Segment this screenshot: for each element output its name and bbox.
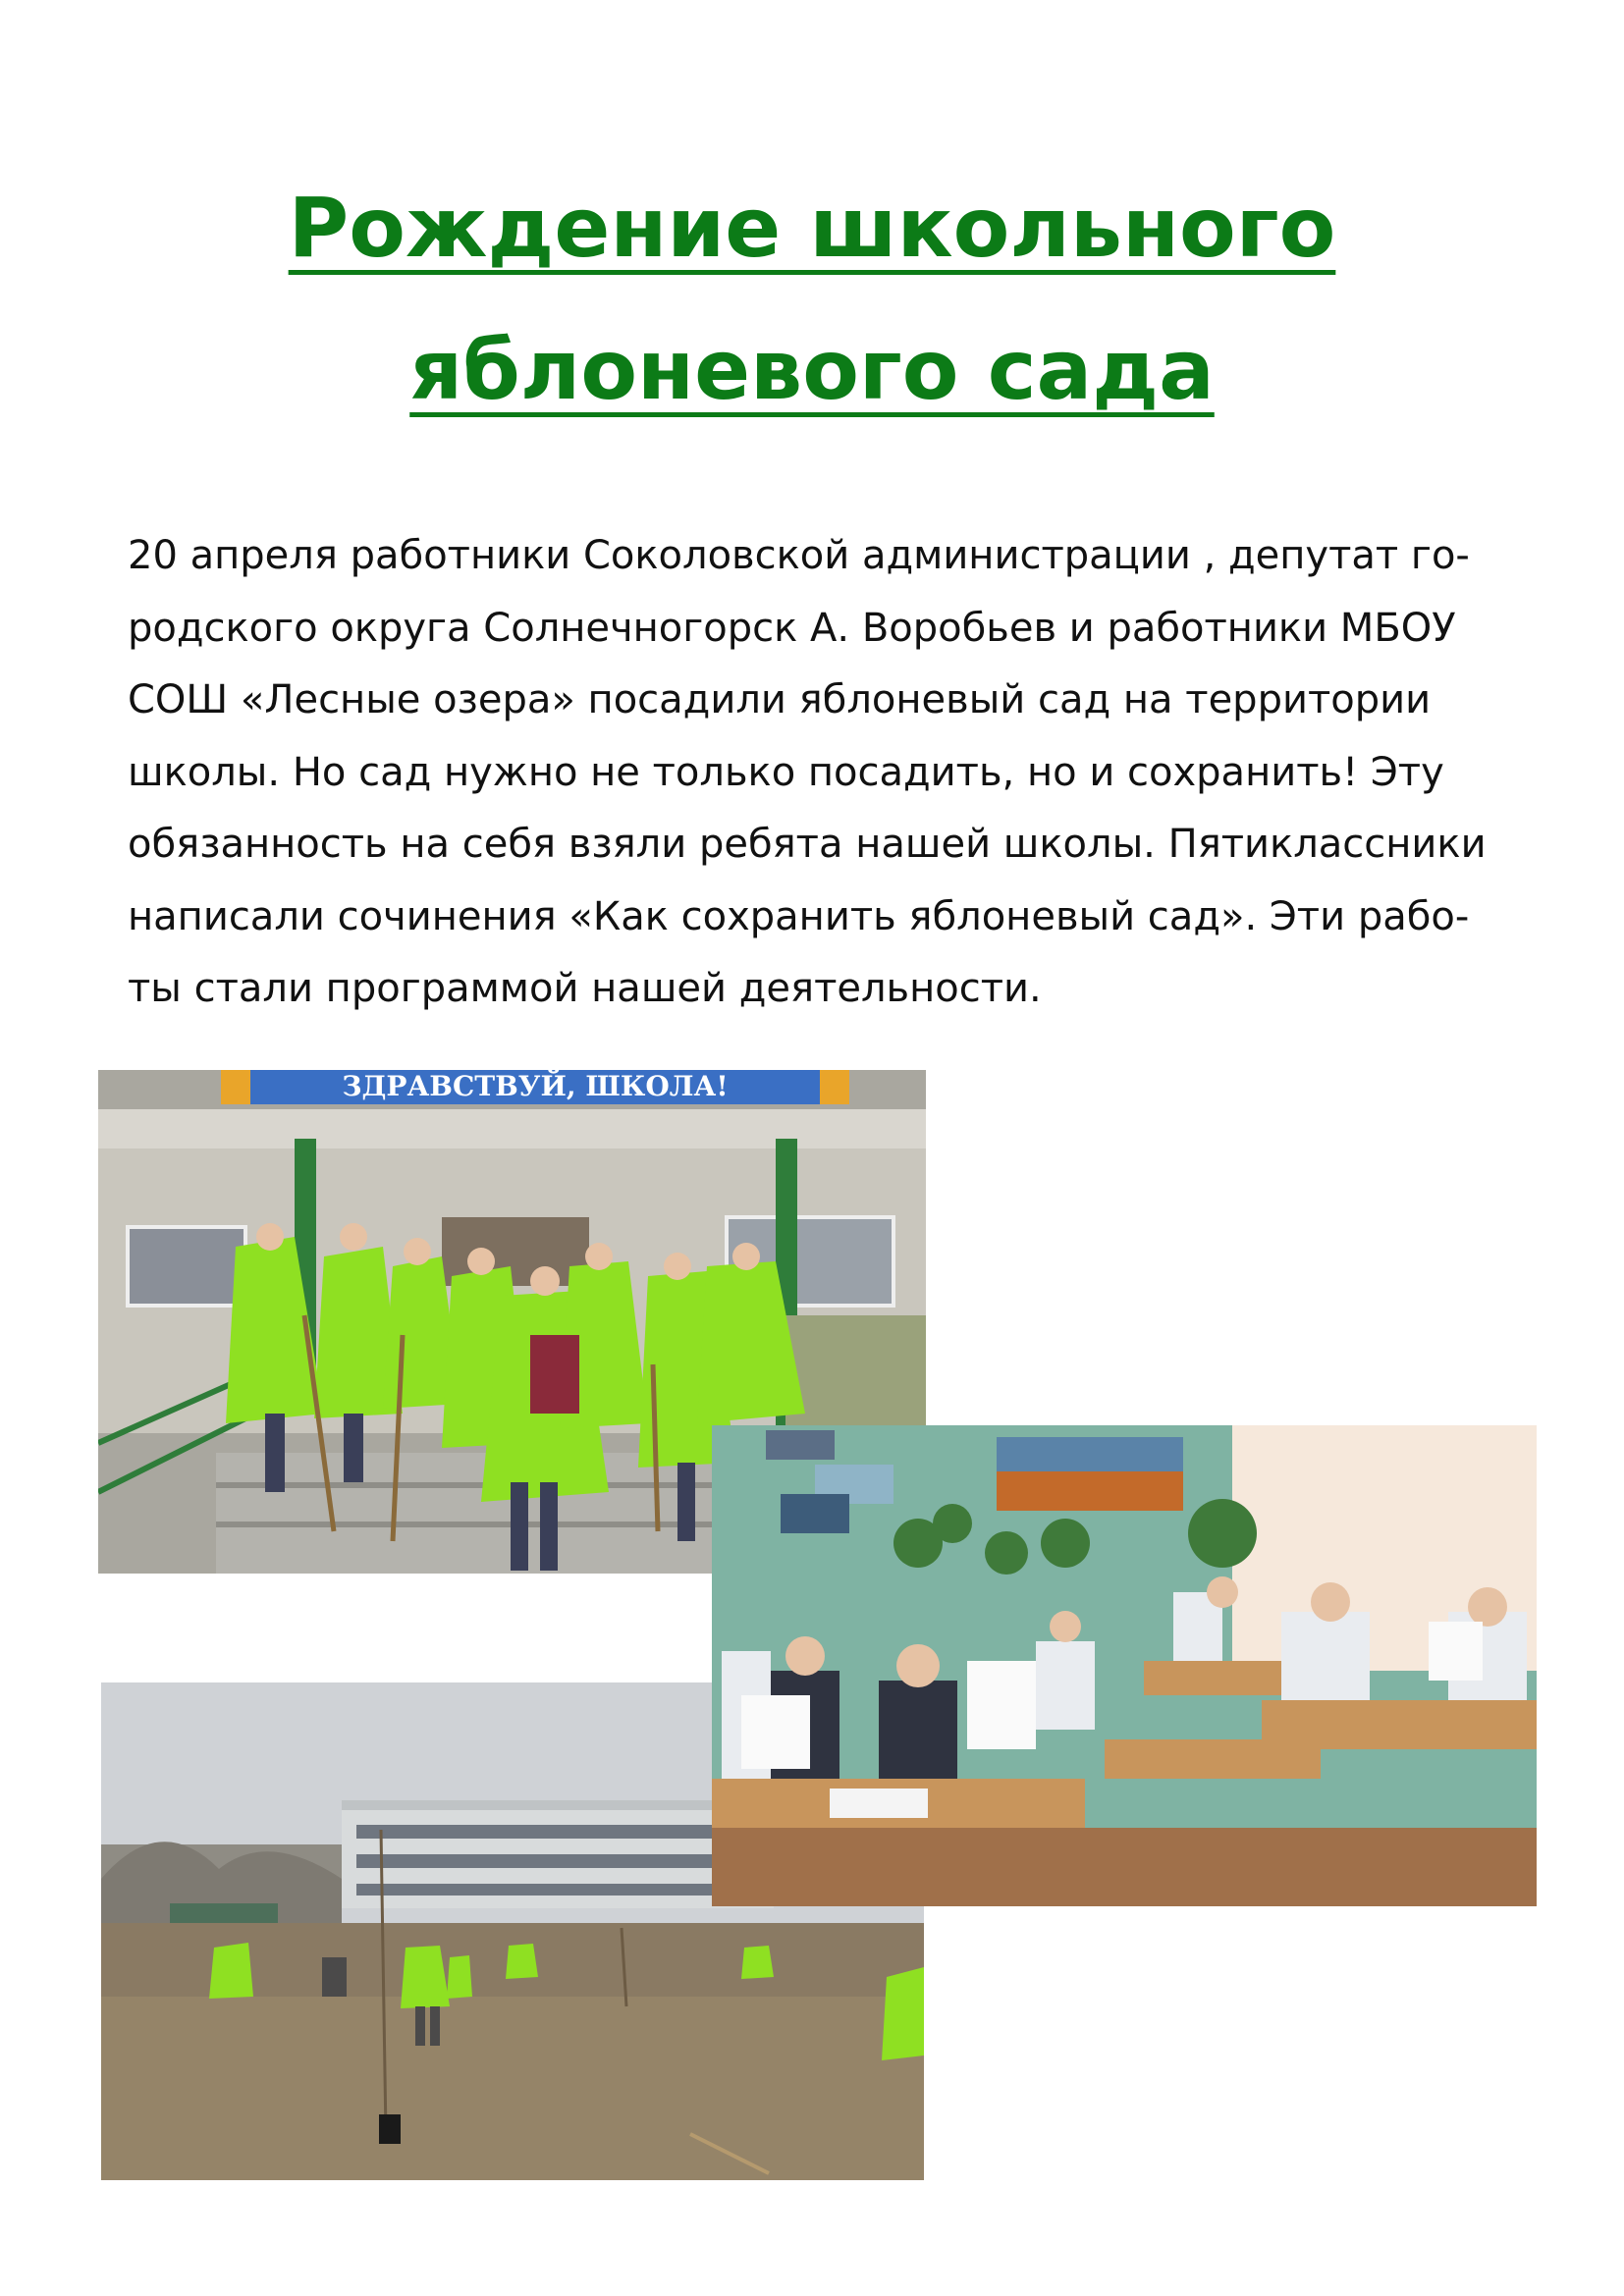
paragraph-line: ты стали программой нашей деятельности. <box>128 966 1042 1011</box>
banner-text: ЗДРАВСТВУЙ, ШКОЛА! <box>342 1070 729 1102</box>
paragraph-line: обязанность на себя взяли ребята нашей школы. Пятиклассники <box>128 822 1487 867</box>
title-line-1: Рождение школьного <box>288 180 1336 276</box>
paragraph-line: школы. Но сад нужно не только посадить, но и сохранить! Эту <box>128 749 1444 795</box>
title-line-2: яблоневого сада <box>409 322 1215 418</box>
paragraph-line: написали сочинения «Как сохранить яблоневый сад». Эти рабо- <box>128 893 1470 939</box>
article-paragraph <box>128 520 1502 1026</box>
paragraph-line: 20 апреля работники Соколовской администрации , депутат го- <box>128 533 1470 578</box>
paragraph-line: родского округа Солнечногорск А. Воробьев и работники МБОУ <box>128 605 1456 651</box>
paragraph-line: СОШ «Лесные озера» посадили яблоневый сад на территории <box>128 677 1432 722</box>
classroom-students-photo <box>712 1425 1537 1906</box>
